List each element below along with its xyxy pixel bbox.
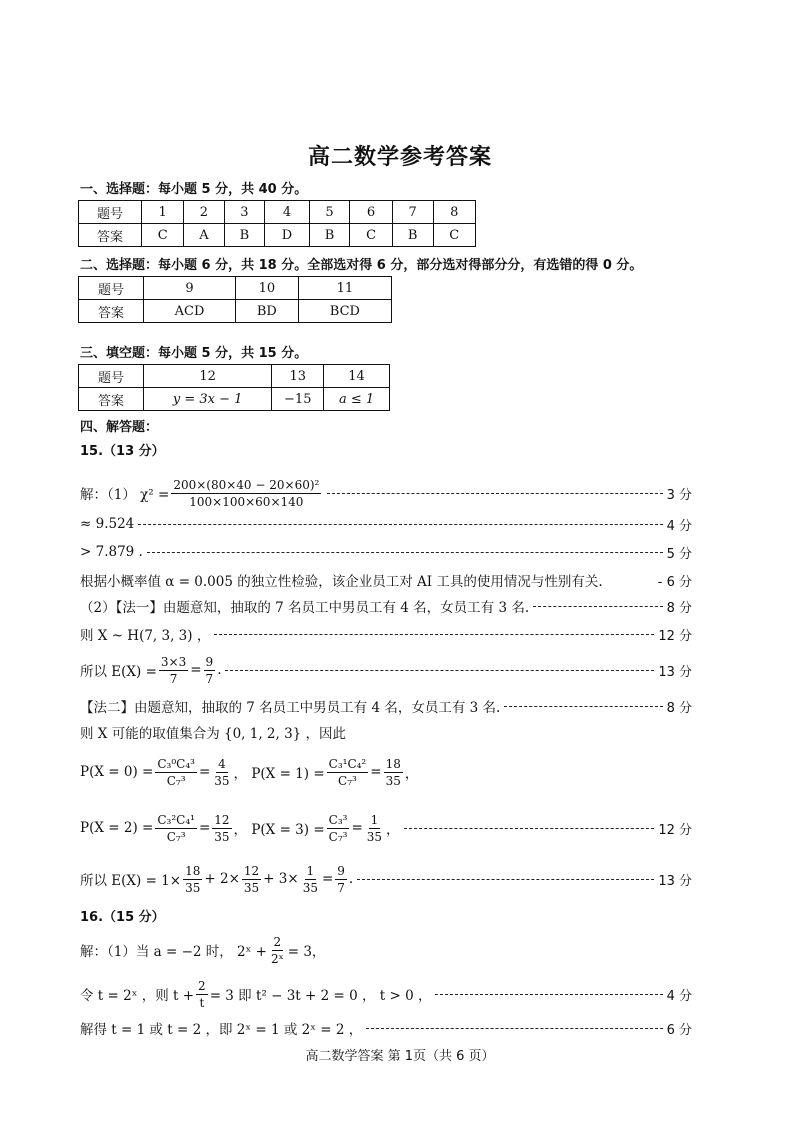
- fraction: [155, 812, 197, 845]
- score: 8 分: [666, 600, 692, 616]
- table-cell: 8: [433, 201, 475, 224]
- page-title: 高二数学参考答案: [307, 145, 492, 170]
- section4-heading: 四、解答题：: [80, 420, 159, 435]
- fraction: [204, 654, 216, 687]
- fraction-denominator: 7: [337, 880, 345, 895]
- fraction: [269, 934, 286, 967]
- q15-l2-text: ≈ 9.524: [80, 516, 135, 532]
- fraction-numerator: C₃³: [328, 812, 348, 827]
- equals-sign: =: [190, 662, 202, 678]
- q15-line-5: [80, 594, 692, 618]
- dash-leader: [404, 828, 655, 829]
- score: 6 分: [666, 1022, 692, 1038]
- p1-prefix: ， P(X = 1) =: [233, 766, 325, 782]
- table-cell: B: [224, 224, 265, 247]
- fraction-denominator: t: [199, 995, 205, 1010]
- fraction-numerator: 18: [185, 863, 201, 878]
- fraction-denominator: 100×100×60×140: [189, 494, 304, 509]
- q16-line-3: [80, 1016, 692, 1040]
- q15-line-7: [80, 652, 692, 688]
- page-footer: 高二数学答案 第 1页（共 6 页）: [305, 1049, 495, 1064]
- table-cell: 9: [144, 277, 236, 300]
- fraction-numerator: 200×(80×40 − 20×60)²: [173, 477, 320, 492]
- fraction-denominator: C₇³: [166, 829, 186, 844]
- fraction: [196, 978, 208, 1011]
- section3-table: [78, 364, 390, 411]
- fraction-denominator: C₇³: [166, 773, 186, 788]
- e-prefix: 所以 E(X) = 1×: [80, 873, 182, 889]
- q15-l9-text: 则 X 可能的取值集合为 {0, 1, 2, 3} ，因此: [80, 726, 347, 742]
- fraction: [301, 863, 320, 896]
- fraction-numerator: 12: [243, 863, 260, 878]
- score: 5 分: [666, 546, 692, 562]
- fraction-denominator: 7: [169, 671, 178, 686]
- row-label-answer: 答案: [79, 300, 144, 323]
- table-cell: 1: [142, 201, 184, 224]
- table-cell: a ≤ 1: [324, 388, 390, 411]
- row-label-question: 题号: [79, 365, 144, 388]
- table-cell: 6: [350, 201, 392, 224]
- row-label-question: 题号: [79, 277, 144, 300]
- section2-table: [78, 276, 392, 323]
- score: 12 分: [658, 822, 692, 838]
- table-cell: C: [350, 224, 392, 247]
- fraction-numerator: 9: [205, 654, 214, 669]
- q15-line-2: [80, 512, 692, 536]
- fraction-denominator: 35: [185, 880, 201, 895]
- table-cell: 4: [265, 201, 309, 224]
- q16-l2-prefix: 令 t = 2ˣ ，则 t +: [80, 988, 195, 1004]
- table-row: [79, 365, 390, 388]
- table-row: [79, 201, 476, 224]
- fraction-denominator: 35: [366, 829, 383, 844]
- q15-line-1: [80, 476, 692, 510]
- fraction-numerator: 2: [198, 978, 206, 993]
- dash-leader: [357, 879, 654, 880]
- comma: ，: [404, 766, 419, 782]
- p2-prefix: P(X = 2) =: [80, 820, 154, 836]
- q16-l3-text: 解得 t = 1 或 t = 2 ，即 2ˣ = 1 或 2ˣ = 2 ，: [80, 1022, 363, 1038]
- q15-l3-text: > 7.879 .: [80, 544, 143, 560]
- table-cell: 14: [324, 365, 390, 388]
- section1-heading: 一、选择题：每小题 5 分，共 40 分。: [80, 182, 308, 197]
- e-mid-2: + 3×: [263, 871, 299, 887]
- fraction: [212, 756, 231, 789]
- table-cell: 5: [309, 201, 350, 224]
- row-label-answer: 答案: [79, 224, 142, 247]
- q15-prob-line-2: [80, 808, 692, 848]
- q15-line-9: [80, 720, 692, 744]
- section3-heading: 三、填空题：每小题 5 分，共 15 分。: [80, 346, 308, 361]
- fraction: [384, 756, 403, 789]
- fraction-numerator: 1: [370, 812, 379, 827]
- table-cell: 3: [224, 201, 265, 224]
- table-row: [79, 224, 476, 247]
- fraction: [365, 812, 384, 845]
- q15-line-4: [80, 568, 692, 592]
- q15-line-3: [80, 540, 692, 564]
- table-cell: y = 3x − 1: [144, 388, 272, 411]
- table-cell: D: [265, 224, 309, 247]
- table-cell: 12: [144, 365, 272, 388]
- fraction-denominator: 35: [214, 829, 230, 844]
- fraction-denominator: 35: [385, 773, 401, 788]
- fraction-denominator: 7: [205, 671, 214, 686]
- fraction-numerator: 18: [385, 756, 401, 771]
- fraction-numerator: 3×3: [160, 654, 187, 669]
- q16-l1-prefix: 解：（1）当 a = −2 时， 2ˣ +: [80, 944, 267, 960]
- q15-l8-text: 【法二】由题意知，抽取的 7 名员工中男员工有 4 名，女员工有 3 名.: [80, 700, 501, 716]
- equals-sign: =: [321, 871, 334, 887]
- q16-line-2: [80, 976, 692, 1012]
- table-cell: 10: [236, 277, 299, 300]
- table-cell: BCD: [298, 300, 391, 323]
- row-label-answer: 答案: [79, 388, 144, 411]
- q15-prob-line-1: [80, 752, 692, 792]
- dash-leader: [225, 670, 654, 671]
- row-label-question: 题号: [79, 201, 142, 224]
- fraction: [327, 812, 350, 845]
- dash-leader: [138, 524, 662, 525]
- q16-l2-suffix: = 3 即 t² − 3t + 2 = 0 ， t > 0 ，: [209, 988, 432, 1004]
- fraction-numerator: 2: [273, 934, 282, 949]
- table-row: [79, 300, 392, 323]
- table-cell: 7: [392, 201, 433, 224]
- fraction-denominator: 2ˣ: [270, 951, 284, 966]
- section2-heading: 二、选择题：每小题 6 分，共 18 分。全部选对得 6 分，部分选对得部分分，有选错的得 0 分。: [80, 258, 643, 273]
- q15-l6-text: 则 X ~ H(7, 3, 3) ，: [80, 628, 211, 644]
- score: 13 分: [658, 873, 692, 889]
- table-cell: A: [184, 224, 224, 247]
- fraction-denominator: C₇³: [328, 829, 348, 844]
- dash-leader: [504, 706, 662, 707]
- equals-sign: =: [351, 820, 363, 836]
- table-cell: C: [142, 224, 184, 247]
- fraction-numerator: C₃²C₄¹: [157, 812, 195, 827]
- dash-leader: [327, 493, 662, 494]
- q16-heading: 16.（15 分）: [80, 910, 165, 925]
- fraction-numerator: 4: [218, 756, 226, 771]
- fraction: [327, 756, 369, 789]
- q15-l4-text: 根据小概率值 α = 0.005 的独立性检验，该企业员工对 AI 工具的使用情况与性别有关.: [80, 574, 603, 590]
- dash-leader: [214, 634, 654, 635]
- table-cell: B: [309, 224, 350, 247]
- q15-line-6: [80, 622, 692, 646]
- equals-sign: =: [198, 764, 211, 780]
- fraction: [159, 654, 188, 687]
- score: 13 分: [658, 664, 692, 680]
- table-cell: B: [392, 224, 433, 247]
- fraction: [242, 863, 261, 896]
- fraction-numerator: 12: [214, 812, 230, 827]
- q15-heading: 15.（13 分）: [80, 444, 165, 459]
- fraction-numerator: 9: [337, 863, 345, 878]
- q15-line-8: [80, 694, 692, 718]
- score: 12 分: [658, 628, 692, 644]
- fraction-denominator: 35: [243, 880, 260, 895]
- q16-l1-suffix: = 3，: [287, 944, 326, 960]
- table-cell: 11: [298, 277, 391, 300]
- fraction: [183, 863, 202, 896]
- fraction-numerator: C₃¹C₄²: [328, 756, 367, 771]
- equals-sign: =: [370, 764, 382, 780]
- period: .: [348, 871, 354, 887]
- score: 3 分: [666, 487, 692, 503]
- q15-l7-prefix: 所以 E(X) =: [80, 664, 157, 680]
- fraction: [335, 863, 347, 896]
- table-cell: 13: [272, 365, 324, 388]
- fraction-numerator: 1: [306, 863, 315, 878]
- table-row: [79, 277, 392, 300]
- dash-leader: [533, 606, 662, 607]
- table-cell: 2: [184, 201, 224, 224]
- table-cell: ACD: [144, 300, 236, 323]
- dash-leader: [147, 552, 663, 553]
- p3-prefix: ， P(X = 3) =: [233, 822, 325, 838]
- fraction-denominator: C₇³: [338, 773, 357, 788]
- fraction-denominator: 35: [214, 773, 230, 788]
- period: .: [217, 662, 222, 678]
- score: - 6 分: [657, 574, 692, 590]
- table-cell: C: [433, 224, 475, 247]
- dash-leader: [435, 994, 662, 995]
- q15-l1-fraction: [171, 477, 321, 510]
- equals-sign: =: [198, 820, 211, 836]
- q15-l1-prefix: 解：（1） χ² =: [80, 487, 170, 503]
- q16-line-1: [80, 932, 692, 968]
- p0-prefix: P(X = 0) =: [80, 764, 154, 780]
- fraction: [212, 812, 231, 845]
- table-cell: −15: [272, 388, 324, 411]
- section1-table: [78, 200, 476, 247]
- e-mid-1: + 2×: [204, 871, 240, 887]
- dash-leader: [366, 1028, 662, 1029]
- fraction-numerator: C₃⁰C₄³: [157, 756, 195, 771]
- fraction: [155, 756, 197, 789]
- table-row: [79, 388, 390, 411]
- fraction-denominator: 35: [302, 880, 318, 895]
- score: 4 分: [666, 518, 692, 534]
- score: 8 分: [666, 700, 692, 716]
- q15-expectation-line: [80, 860, 692, 898]
- q15-l5-text: （2）【法一】由题意知，抽取的 7 名员工中男员工有 4 名，女员工有 3 名.: [80, 600, 530, 616]
- comma: ，: [386, 822, 400, 838]
- score: 4 分: [666, 988, 692, 1004]
- table-cell: BD: [236, 300, 299, 323]
